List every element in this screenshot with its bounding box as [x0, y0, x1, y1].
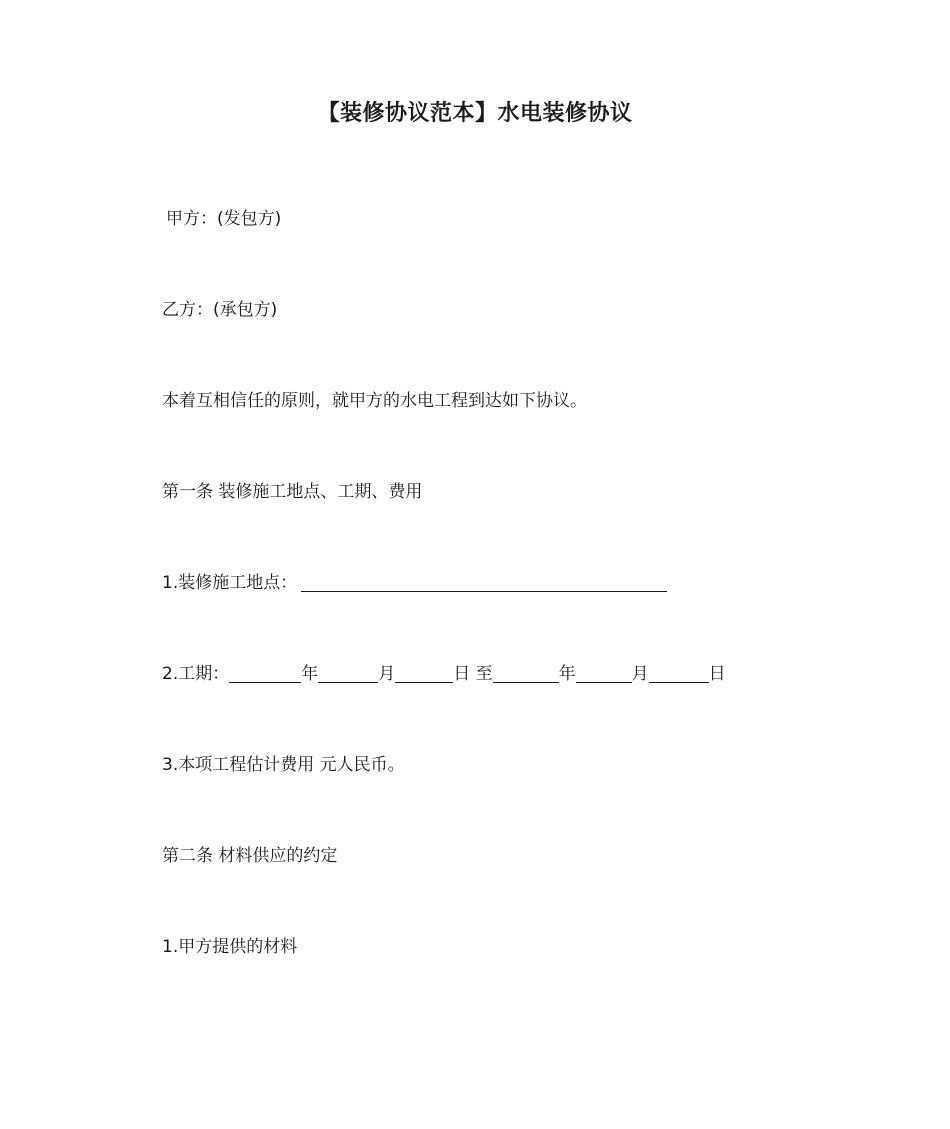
day-to-label: 日 至: [453, 664, 493, 684]
period-line: [162, 662, 726, 686]
party-b-line: 乙方：(承包方): [162, 300, 278, 320]
end-year-blank: [493, 662, 559, 683]
month2-label: 月: [631, 664, 649, 684]
year-label: 年: [301, 664, 319, 684]
year2-label: 年: [558, 664, 576, 684]
start-day-blank: [395, 662, 453, 683]
cost-line: 3.本项工程估计费用 元人民币。: [162, 755, 405, 775]
start-year-blank: [229, 662, 301, 683]
location-label: 1.装修施工地点：: [162, 573, 298, 593]
month-label: 月: [378, 664, 396, 684]
location-blank: [301, 571, 667, 592]
party-a-line: 甲方：(发包方): [166, 209, 282, 229]
start-month-blank: [318, 662, 378, 683]
period-label: 2.工期：: [162, 664, 230, 684]
party-a-materials-item: 1.甲方提供的材料: [162, 937, 298, 957]
article-1-heading: 第一条 装修施工地点、工期、费用: [162, 482, 423, 502]
intro-paragraph: 本着互相信任的原则，就甲方的水电工程到达如下协议。: [162, 391, 587, 411]
end-day-blank: [649, 662, 709, 683]
day2-label: 日: [708, 664, 726, 684]
article-2-heading: 第二条 材料供应的约定: [162, 846, 338, 866]
document-title: 【装修协议范本】水电装修协议: [317, 101, 633, 126]
end-month-blank: [576, 662, 632, 683]
location-line: [162, 571, 667, 595]
